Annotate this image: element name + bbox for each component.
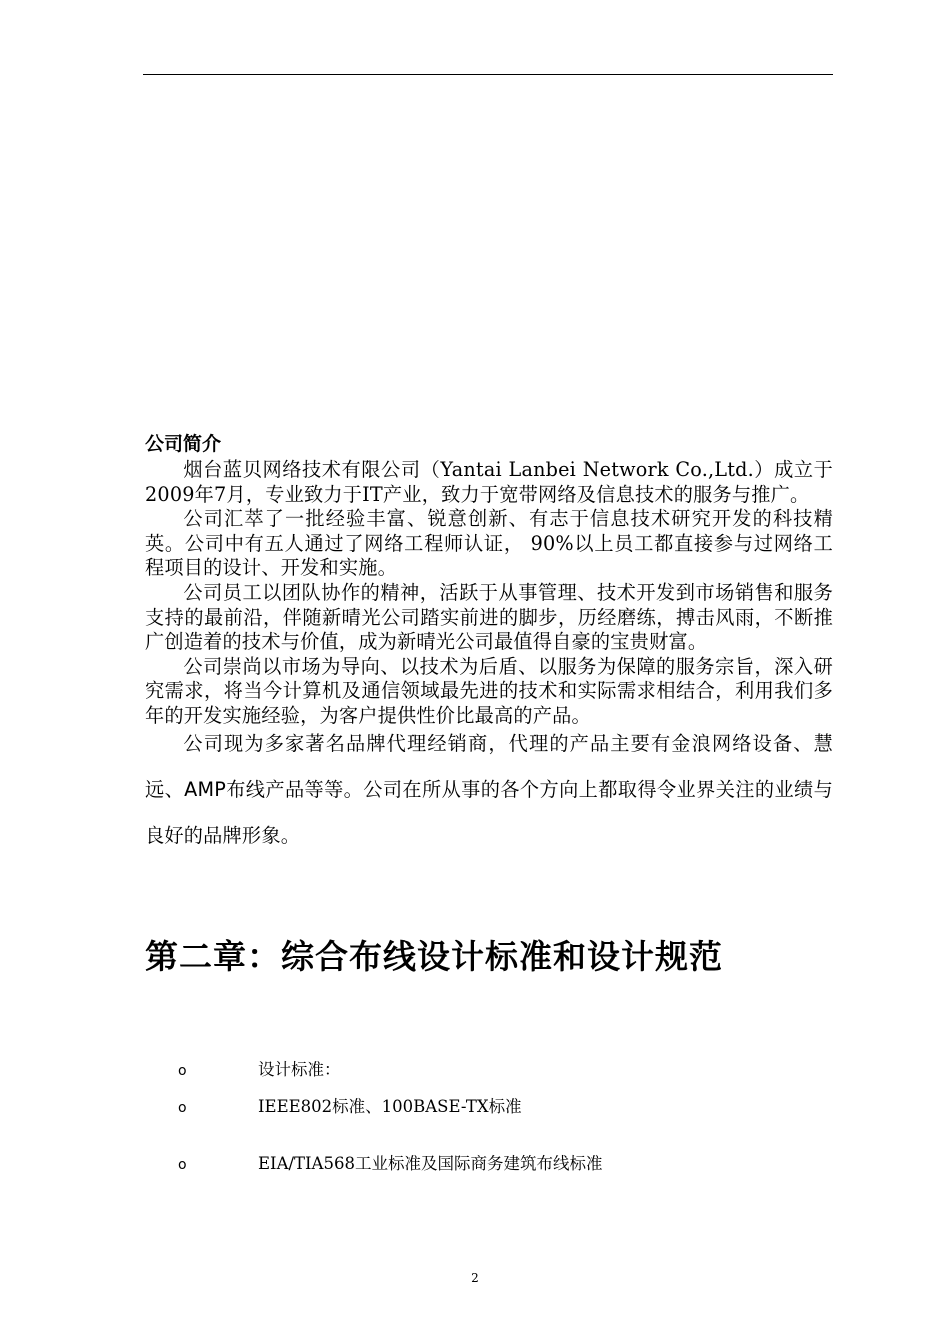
bullet-icon: o (178, 1157, 187, 1173)
header-rule (143, 74, 833, 75)
company-intro (145, 458, 833, 859)
list-item-text: EIA/TIA568工业标准及国际商务建筑布线标准 (258, 1154, 603, 1173)
intro-paragraph-2: 公司汇萃了一批经验丰富、锐意创新、有志于信息技术研究开发的科技精英。公司中有五人通过了网络工程师认证， 90%以上员工都直接参与过网络工程项目的设计、开发和实施。 (145, 507, 833, 580)
chapter-title: 第二章：综合布线设计标准和设计规范 (145, 937, 723, 976)
intro-paragraph-5: 公司现为多家著名品牌代理经销商，代理的产品主要有金浪网络设备、慧远、AMP布线产品等等。公司在所从事的各个方向上都取得令业界关注的业绩与良好的品牌形象。 (145, 731, 833, 847)
bullet-icon: o (178, 1100, 187, 1116)
bullet-icon: o (178, 1063, 187, 1079)
intro-paragraph-1: 烟台蓝贝网络技术有限公司（Yantai Lanbei Network Co.,Ltd.）成立于2009年7月，专业致力于IT产业，致力于宽带网络及信息技术的服务与推广。 (145, 458, 833, 506)
list-item-text: IEEE802标准、100BASE-TX标准 (258, 1097, 522, 1116)
intro-paragraph-4: 公司崇尚以市场为导向、以技术为后盾、以服务为保障的服务宗旨，深入研究需求，将当今计算机及通信领域最先进的技术和实际需求相结合，利用我们多年的开发实施经验，为客户提供性价比最高的产品。 (145, 654, 833, 727)
intro-paragraph-3: 公司员工以团队协作的精神，活跃于从事管理、技术开发到市场销售和服务支持的最前沿，伴随新晴光公司踏实前进的脚步，历经磨练，搏击风雨，不断推广创造着的技术与价值，成为新晴光公司最值得自豪的宝贵财富。 (145, 580, 833, 654)
list-item (178, 1058, 341, 1083)
page-number: 2 (471, 1271, 479, 1285)
list-item-text: 设计标准： (258, 1060, 341, 1079)
list-item (178, 1152, 602, 1177)
list-item (178, 1095, 522, 1120)
section-title: 公司简介 (145, 433, 222, 455)
